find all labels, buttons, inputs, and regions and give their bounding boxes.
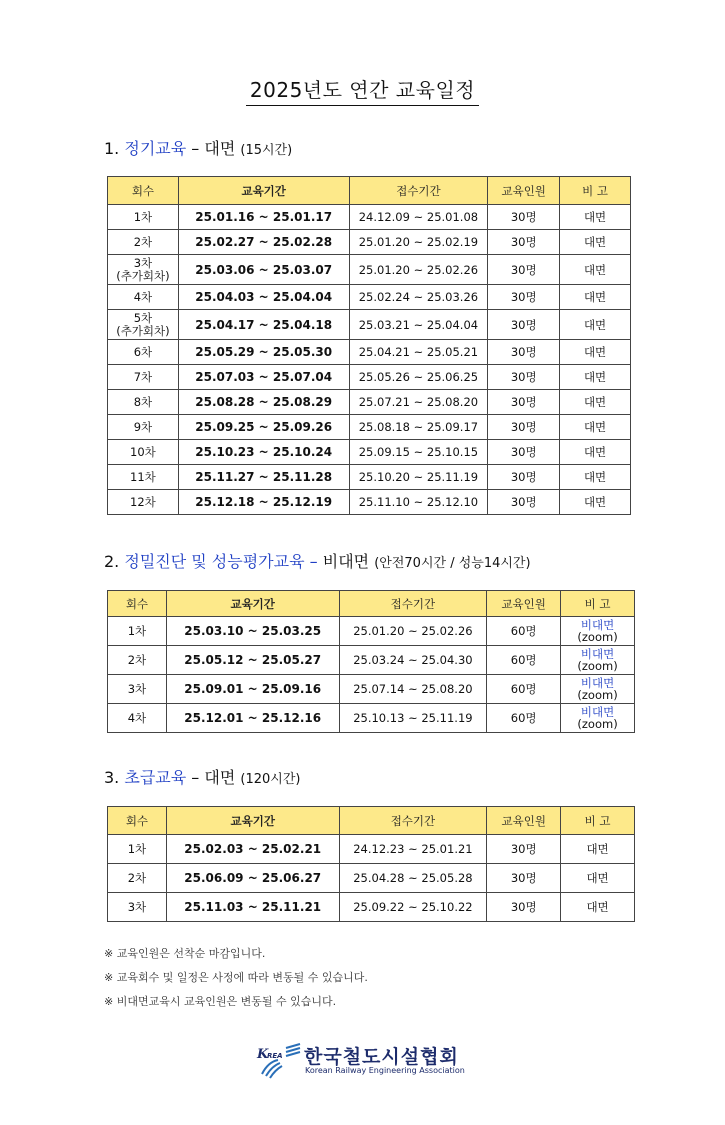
krea-logo-mark: [256, 1040, 302, 1080]
education-period-cell: 25.07.03 ~ 25.07.04: [178, 365, 349, 390]
education-period-cell: 25.10.23 ~ 25.10.24: [178, 440, 349, 465]
round-label: 1차: [133, 209, 153, 224]
capacity-cell: 30명: [488, 285, 560, 310]
note-cell: 대면: [561, 835, 635, 864]
registration-period-cell: 25.04.21 ~ 25.05.21: [349, 340, 488, 365]
round-label: 11차: [130, 469, 156, 484]
round-cell: 2차: [108, 864, 167, 893]
header-period: 교육기간: [166, 591, 339, 617]
capacity-cell: 30명: [487, 835, 561, 864]
education-period-cell: 25.02.27 ~ 25.02.28: [178, 230, 349, 255]
header-period: 교육기간: [178, 177, 349, 205]
logo-korean-name: 한국철도시설협회: [304, 1046, 459, 1068]
regular-education-table: [107, 176, 631, 515]
table-row: [108, 864, 635, 893]
round-cell: 4차: [108, 704, 167, 733]
round-label: 4차: [133, 289, 153, 304]
table-row: [108, 617, 635, 646]
note-cell: 대면: [560, 255, 631, 285]
capacity-cell: 30명: [488, 230, 560, 255]
education-period-cell: 25.04.03 ~ 25.04.04: [178, 285, 349, 310]
registration-period-cell: 25.03.24 ~ 25.04.30: [339, 646, 487, 675]
note-cell: [561, 646, 635, 675]
round-cell: [108, 230, 179, 255]
header-registration: 접수기간: [339, 807, 487, 835]
round-cell: [108, 310, 179, 340]
round-label: 8차: [133, 394, 153, 409]
table-row: [108, 893, 635, 922]
page-title: 2025년도 연간 교육일정: [0, 74, 725, 106]
table-row: [108, 704, 635, 733]
registration-period-cell: 25.05.26 ~ 25.06.25: [349, 365, 488, 390]
section-2-heading: 2. 정밀진단 및 성능평가교육 – 비대면 (안전70시간 / 성능14시간): [104, 552, 531, 571]
table-row: [108, 490, 631, 515]
diagnosis-education-table: [107, 590, 635, 733]
registration-period-cell: 25.02.24 ~ 25.03.26: [349, 285, 488, 310]
capacity-cell: 30명: [488, 440, 560, 465]
capacity-cell: 30명: [488, 365, 560, 390]
round-label: 5차: [133, 310, 153, 325]
table-row: [108, 646, 635, 675]
note-cell: 대면: [560, 390, 631, 415]
registration-period-cell: 25.10.13 ~ 25.11.19: [339, 704, 487, 733]
registration-period-cell: 25.07.14 ~ 25.08.20: [339, 675, 487, 704]
table-row: [108, 835, 635, 864]
round-sublabel: (추가회차): [116, 268, 170, 283]
education-period-cell: 25.05.12 ~ 25.05.27: [166, 646, 339, 675]
education-period-cell: 25.03.10 ~ 25.03.25: [166, 617, 339, 646]
education-period-cell: 25.11.03 ~ 25.11.21: [166, 893, 339, 922]
education-period-cell: 25.12.01 ~ 25.12.16: [166, 704, 339, 733]
capacity-cell: 30명: [488, 465, 560, 490]
education-period-cell: 25.04.17 ~ 25.04.18: [178, 310, 349, 340]
round-cell: [108, 205, 179, 230]
header-capacity: 교육인원: [487, 807, 561, 835]
note-platform: (zoom): [577, 717, 618, 731]
svg-text:REA: REA: [267, 1052, 283, 1060]
note-cell: [561, 675, 635, 704]
round-cell: 3차: [108, 893, 167, 922]
table-row: [108, 285, 631, 310]
header-round: 회수: [108, 807, 167, 835]
header-round: 회수: [108, 177, 179, 205]
capacity-cell: 30명: [487, 864, 561, 893]
capacity-cell: 60명: [487, 617, 561, 646]
note-cell: 대면: [560, 440, 631, 465]
note-cell: 대면: [561, 893, 635, 922]
note-mode: 비대면: [580, 647, 615, 661]
round-cell: 3차: [108, 675, 167, 704]
round-sublabel: (추가회차): [116, 323, 170, 338]
education-period-cell: 25.08.28 ~ 25.08.29: [178, 390, 349, 415]
note-cell: 대면: [560, 340, 631, 365]
education-period-cell: 25.05.29 ~ 25.05.30: [178, 340, 349, 365]
header-period: 교육기간: [166, 807, 339, 835]
registration-period-cell: 25.08.18 ~ 25.09.17: [349, 415, 488, 440]
registration-period-cell: 25.04.28 ~ 25.05.28: [339, 864, 487, 893]
svg-text:K: K: [257, 1047, 269, 1062]
registration-period-cell: 24.12.09 ~ 25.01.08: [349, 205, 488, 230]
note-cell: 대면: [560, 205, 631, 230]
round-label: 2차: [133, 234, 153, 249]
capacity-cell: 30명: [487, 893, 561, 922]
round-label: 12차: [130, 494, 156, 509]
capacity-cell: 60명: [487, 704, 561, 733]
round-cell: [108, 365, 179, 390]
education-period-cell: 25.06.09 ~ 25.06.27: [166, 864, 339, 893]
note-cell: 대면: [560, 310, 631, 340]
footnote: ※ 비대면교육시 교육인원은 변동될 수 있습니다.: [104, 995, 337, 1008]
table-row: [108, 230, 631, 255]
note-platform: (zoom): [577, 630, 618, 644]
capacity-cell: 30명: [488, 310, 560, 340]
section-3-heading: 3. 초급교육 – 대면 (120시간): [104, 768, 301, 787]
registration-period-cell: 24.12.23 ~ 25.01.21: [339, 835, 487, 864]
header-note: 비 고: [561, 807, 635, 835]
header-note: 비 고: [561, 591, 635, 617]
education-period-cell: 25.01.16 ~ 25.01.17: [178, 205, 349, 230]
section-1-heading: 1. 정기교육 – 대면 (15시간): [104, 139, 293, 158]
note-mode: 비대면: [580, 618, 615, 632]
round-cell: 1차: [108, 617, 167, 646]
table-row: [108, 310, 631, 340]
registration-period-cell: 25.07.21 ~ 25.08.20: [349, 390, 488, 415]
round-cell: [108, 440, 179, 465]
round-cell: [108, 340, 179, 365]
table-row: [108, 390, 631, 415]
education-period-cell: 25.09.01 ~ 25.09.16: [166, 675, 339, 704]
capacity-cell: 30명: [488, 340, 560, 365]
round-label: 3차: [133, 255, 153, 270]
table-row: [108, 675, 635, 704]
note-cell: 대면: [560, 285, 631, 310]
round-cell: 1차: [108, 835, 167, 864]
education-period-cell: 25.11.27 ~ 25.11.28: [178, 465, 349, 490]
registration-period-cell: 25.10.20 ~ 25.11.19: [349, 465, 488, 490]
round-cell: [108, 490, 179, 515]
round-cell: [108, 465, 179, 490]
capacity-cell: 30명: [488, 205, 560, 230]
education-period-cell: 25.09.25 ~ 25.09.26: [178, 415, 349, 440]
capacity-cell: 30명: [488, 490, 560, 515]
capacity-cell: 60명: [487, 675, 561, 704]
capacity-cell: 30명: [488, 415, 560, 440]
round-label: 10차: [130, 444, 156, 459]
header-registration: 접수기간: [339, 591, 487, 617]
capacity-cell: 30명: [488, 255, 560, 285]
round-label: 9차: [133, 419, 153, 434]
note-cell: 대면: [560, 465, 631, 490]
header-capacity: 교육인원: [487, 591, 561, 617]
note-mode: 비대면: [580, 705, 615, 719]
capacity-cell: 60명: [487, 646, 561, 675]
table-row: [108, 255, 631, 285]
round-label: 7차: [133, 369, 153, 384]
note-cell: 대면: [560, 490, 631, 515]
note-cell: 대면: [560, 230, 631, 255]
header-capacity: 교육인원: [488, 177, 560, 205]
table-row: [108, 365, 631, 390]
registration-period-cell: 25.01.20 ~ 25.02.26: [339, 617, 487, 646]
round-cell: [108, 390, 179, 415]
registration-period-cell: 25.01.20 ~ 25.02.26: [349, 255, 488, 285]
round-label: 6차: [133, 344, 153, 359]
note-mode: 비대면: [580, 676, 615, 690]
krea-logo: [256, 1040, 486, 1080]
note-cell: 대면: [560, 365, 631, 390]
table-row: [108, 205, 631, 230]
registration-period-cell: 25.09.15 ~ 25.10.15: [349, 440, 488, 465]
registration-period-cell: 25.11.10 ~ 25.12.10: [349, 490, 488, 515]
round-cell: [108, 415, 179, 440]
note-cell: [561, 617, 635, 646]
registration-period-cell: 25.03.21 ~ 25.04.04: [349, 310, 488, 340]
table-row: [108, 415, 631, 440]
note-cell: [561, 704, 635, 733]
note-cell: 대면: [561, 864, 635, 893]
logo-english-name: Korean Railway Engineering Association: [305, 1066, 465, 1075]
note-cell: 대면: [560, 415, 631, 440]
registration-period-cell: 25.09.22 ~ 25.10.22: [339, 893, 487, 922]
header-note: 비 고: [560, 177, 631, 205]
education-period-cell: 25.02.03 ~ 25.02.21: [166, 835, 339, 864]
note-platform: (zoom): [577, 659, 618, 673]
footnote: ※ 교육회수 및 일정은 사정에 따라 변동될 수 있습니다.: [104, 971, 368, 984]
table-row: [108, 465, 631, 490]
note-platform: (zoom): [577, 688, 618, 702]
footnote: ※ 교육인원은 선착순 마감입니다.: [104, 947, 266, 960]
table-row: [108, 440, 631, 465]
header-round: 회수: [108, 591, 167, 617]
beginner-education-table: [107, 806, 635, 922]
registration-period-cell: 25.01.20 ~ 25.02.19: [349, 230, 488, 255]
education-period-cell: 25.03.06 ~ 25.03.07: [178, 255, 349, 285]
round-cell: [108, 255, 179, 285]
footnotes: [104, 942, 368, 1014]
header-registration: 접수기간: [349, 177, 488, 205]
round-cell: 2차: [108, 646, 167, 675]
round-cell: [108, 285, 179, 310]
table-row: [108, 340, 631, 365]
capacity-cell: 30명: [488, 390, 560, 415]
education-period-cell: 25.12.18 ~ 25.12.19: [178, 490, 349, 515]
